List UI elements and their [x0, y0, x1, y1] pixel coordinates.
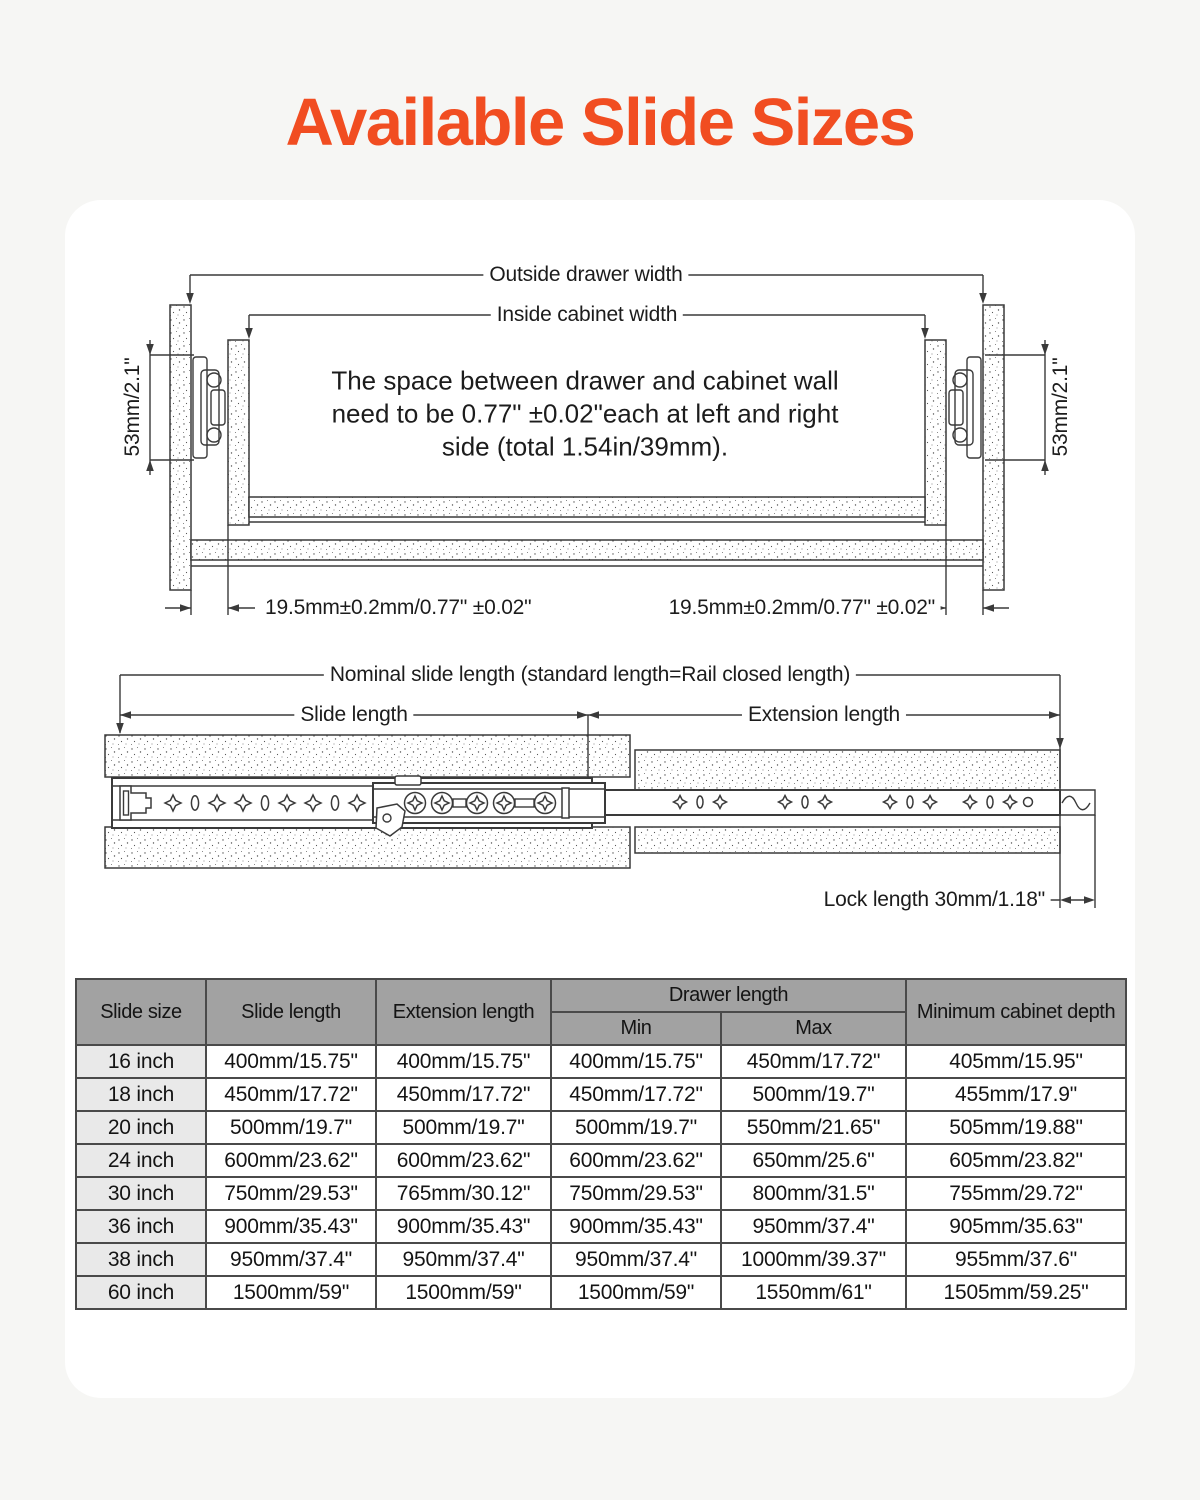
table-row [76, 1045, 1126, 1078]
col-header-slide-length: Slide length [206, 979, 376, 1045]
table-cell: 750mm/29.53" [206, 1177, 376, 1210]
table-row [76, 1243, 1126, 1276]
left-outer-panel [170, 305, 191, 590]
table-cell: 900mm/35.43" [206, 1210, 376, 1243]
table-row [76, 1144, 1126, 1177]
col-header-slide-size: Slide size [76, 979, 206, 1045]
slide-size-cell: 36 inch [76, 1210, 206, 1243]
table-cell: 500mm/19.7" [551, 1111, 721, 1144]
table-cell: 765mm/30.12" [376, 1177, 551, 1210]
lock-length-label: Lock length 30mm/1.18" [818, 888, 1051, 912]
slide-length-diagram [105, 675, 1095, 908]
table-cell: 400mm/15.75" [376, 1045, 551, 1078]
slide-length-label: Slide length [294, 703, 413, 727]
table-row [76, 1210, 1126, 1243]
table-cell: 500mm/19.7" [721, 1078, 906, 1111]
table-cell: 800mm/31.5" [721, 1177, 906, 1210]
left-gap-dimension-label: 19.5mm±0.2mm/0.77" ±0.02" [259, 596, 537, 620]
spacing-note-line3: side (total 1.54in/39mm). [441, 431, 729, 462]
slide-sizes-table [75, 978, 1127, 1310]
left-slide-height-label: 53mm/2.1" [121, 353, 145, 460]
table-cell: 605mm/23.82" [906, 1144, 1126, 1177]
inner-rail [592, 790, 1095, 815]
left-slide-cross-section [193, 357, 225, 458]
lower-left-board [105, 827, 630, 868]
outside-drawer-width-label: Outside drawer width [483, 263, 688, 287]
table-cell: 505mm/19.88" [906, 1111, 1126, 1144]
table-cell: 455mm/17.9" [906, 1078, 1126, 1111]
right-slide-height-label: 53mm/2.1" [1049, 353, 1073, 460]
page-title: Available Slide Sizes [285, 85, 915, 160]
upper-left-board [105, 735, 630, 777]
right-inner-panel [925, 340, 946, 525]
col-header-max: Max [721, 1012, 906, 1045]
inside-cabinet-width-label: Inside cabinet width [491, 303, 683, 327]
slide-size-cell: 38 inch [76, 1243, 206, 1276]
right-slide-cross-section [949, 357, 981, 458]
table-cell: 1500mm/59" [551, 1276, 721, 1309]
table-cell: 955mm/37.6" [906, 1243, 1126, 1276]
col-header-extension-length: Extension length [376, 979, 551, 1045]
table-cell: 950mm/37.4" [721, 1210, 906, 1243]
table-cell: 450mm/17.72" [206, 1078, 376, 1111]
slide-size-cell: 60 inch [76, 1276, 206, 1309]
table-row [76, 1276, 1126, 1309]
extension-length-label: Extension length [742, 703, 906, 727]
slide-size-cell: 24 inch [76, 1144, 206, 1177]
table-cell: 950mm/37.4" [206, 1243, 376, 1276]
upper-right-board [635, 750, 1060, 792]
right-outer-panel [983, 305, 1004, 590]
table-cell: 750mm/29.53" [551, 1177, 721, 1210]
table-cell: 950mm/37.4" [551, 1243, 721, 1276]
table-cell: 500mm/19.7" [376, 1111, 551, 1144]
table-cell: 650mm/25.6" [721, 1144, 906, 1177]
spacing-note-line1: The space between drawer and cabinet wall [331, 365, 839, 396]
table-cell: 1500mm/59" [206, 1276, 376, 1309]
table-cell: 600mm/23.62" [551, 1144, 721, 1177]
table-row [76, 1078, 1126, 1111]
table-cell: 1000mm/39.37" [721, 1243, 906, 1276]
slide-size-cell: 16 inch [76, 1045, 206, 1078]
col-header-drawer-length: Drawer length [551, 979, 906, 1012]
diagram-card [65, 200, 1135, 1398]
table-cell: 405mm/15.95" [906, 1045, 1126, 1078]
lower-right-board [635, 827, 1060, 853]
spacing-note [331, 365, 838, 464]
slide-size-cell: 18 inch [76, 1078, 206, 1111]
col-header-minimum-cabinet-depth: Minimum cabinet depth [906, 979, 1126, 1045]
table-cell: 500mm/19.7" [206, 1111, 376, 1144]
table-row [76, 1111, 1126, 1144]
nominal-slide-length-label: Nominal slide length (standard length=Rail closed length) [324, 663, 856, 687]
table-cell: 450mm/17.72" [551, 1078, 721, 1111]
right-gap-dimension-label: 19.5mm±0.2mm/0.77" ±0.02" [663, 596, 941, 620]
table-cell: 600mm/23.62" [206, 1144, 376, 1177]
table-cell: 550mm/21.65" [721, 1111, 906, 1144]
table-cell: 400mm/15.75" [206, 1045, 376, 1078]
col-header-min: Min [551, 1012, 721, 1045]
table-cell: 1550mm/61" [721, 1276, 906, 1309]
slide-size-cell: 30 inch [76, 1177, 206, 1210]
outer-bottom-board [191, 540, 983, 560]
rail-break-symbol [1060, 790, 1095, 815]
table-cell: 450mm/17.72" [376, 1078, 551, 1111]
table-cell: 950mm/37.4" [376, 1243, 551, 1276]
table-cell: 400mm/15.75" [551, 1045, 721, 1078]
table-cell: 600mm/23.62" [376, 1144, 551, 1177]
slide-size-cell: 20 inch [76, 1111, 206, 1144]
inner-bottom-board [249, 497, 925, 517]
spacing-note-line2: need to be 0.77" ±0.02"each at left and right [331, 398, 839, 429]
table-cell: 1500mm/59" [376, 1276, 551, 1309]
table-cell: 900mm/35.43" [376, 1210, 551, 1243]
table-cell: 1505mm/59.25" [906, 1276, 1126, 1309]
table-cell: 450mm/17.72" [721, 1045, 906, 1078]
table-cell: 900mm/35.43" [551, 1210, 721, 1243]
table-cell: 905mm/35.63" [906, 1210, 1126, 1243]
left-inner-panel [228, 340, 249, 525]
table-row [76, 1177, 1126, 1210]
table-cell: 755mm/29.72" [906, 1177, 1126, 1210]
